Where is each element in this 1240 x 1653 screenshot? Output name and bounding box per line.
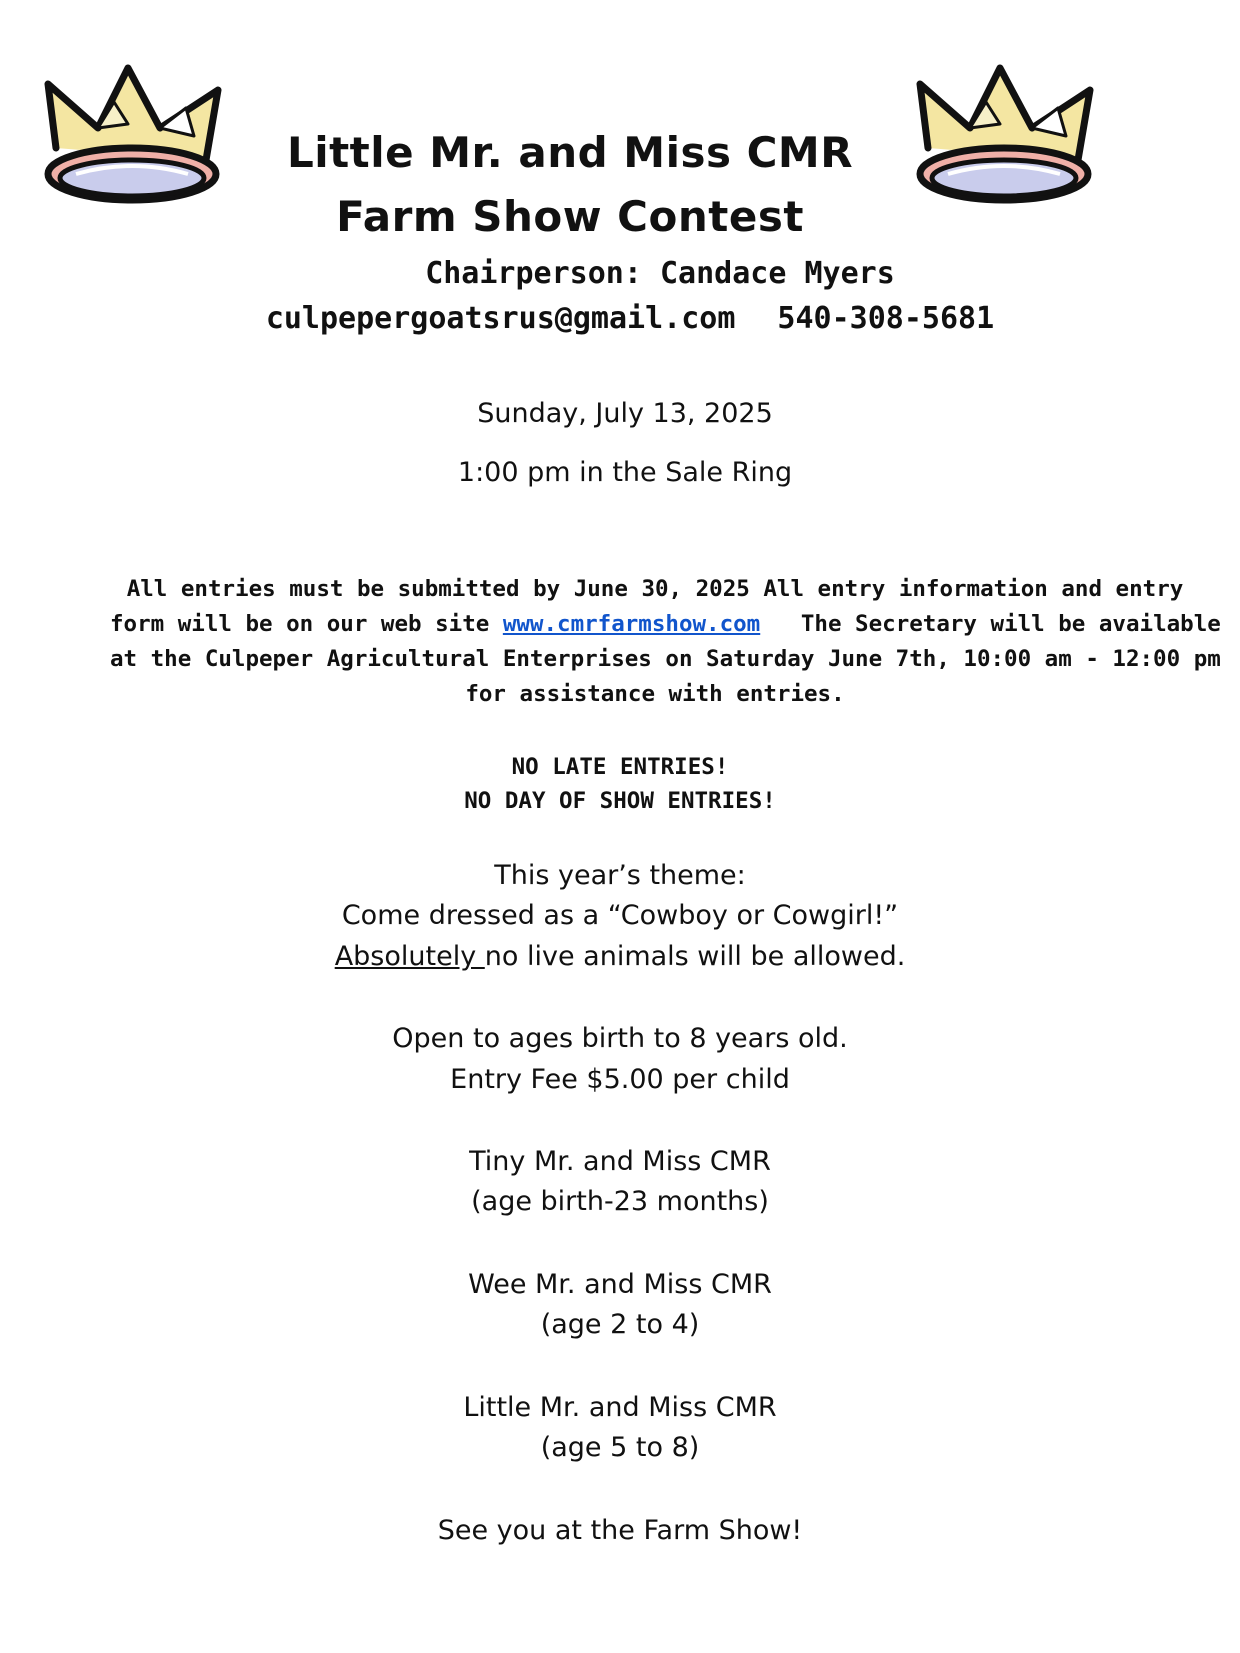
entry-fee: Entry Fee $5.00 per child xyxy=(450,1064,790,1095)
notice-line-1: All entries must be submitted by June 30, 2025 All entry information and entry xyxy=(126,576,1184,602)
notice-line-2-after: The Secretary will be available xyxy=(760,611,1221,637)
contact-email[interactable]: culpepergoatsrus@gmail.com xyxy=(265,301,736,336)
title-line-2: Farm Show Contest xyxy=(336,192,804,241)
notice-line-2 xyxy=(110,607,1221,642)
category-name: Wee Mr. and Miss CMR xyxy=(468,1269,772,1300)
title-line-1: Little Mr. and Miss CMR xyxy=(286,128,854,177)
contact-line xyxy=(40,301,1220,336)
no-day-of-show-entries: NO DAY OF SHOW ENTRIES! xyxy=(464,788,776,814)
no-late-entries: NO LATE ENTRIES! xyxy=(511,754,729,780)
category-ages: (age 2 to 4) xyxy=(540,1309,700,1340)
category-ages: (age birth-23 months) xyxy=(471,1186,769,1217)
event-date: Sunday, July 13, 2025 xyxy=(477,398,773,429)
theme-costume: Come dressed as a “Cowboy or Cowgirl!” xyxy=(341,900,899,931)
category-name: Tiny Mr. and Miss CMR xyxy=(469,1146,771,1177)
category-name: Little Mr. and Miss CMR xyxy=(463,1392,777,1423)
contact-phone: 540-308-5681 xyxy=(777,301,995,336)
theme-animals xyxy=(0,941,1240,972)
notice-line-4: for assistance with entries. xyxy=(465,681,845,707)
notice-line-3: at the Culpeper Agricultural Enterprises on Saturday June 7th, 10:00 am - 12:00 pm xyxy=(110,646,1221,672)
closing-line: See you at the Farm Show! xyxy=(437,1515,803,1546)
event-time-location: 1:00 pm in the Sale Ring xyxy=(457,457,793,488)
theme-animals-rest: no live animals will be allowed. xyxy=(484,941,906,972)
theme-animals-emphasis: Absolutely xyxy=(334,941,485,972)
website-link[interactable]: www.cmrfarmshow.com xyxy=(502,611,761,637)
notice-line-2-before: form will be on our web site xyxy=(110,611,503,637)
theme-heading: This year’s theme: xyxy=(494,860,746,891)
chairperson: Chairperson: Candace Myers xyxy=(425,256,895,291)
entry-notice xyxy=(110,572,1221,712)
eligibility-ages: Open to ages birth to 8 years old. xyxy=(392,1023,848,1054)
category-ages: (age 5 to 8) xyxy=(540,1432,700,1463)
